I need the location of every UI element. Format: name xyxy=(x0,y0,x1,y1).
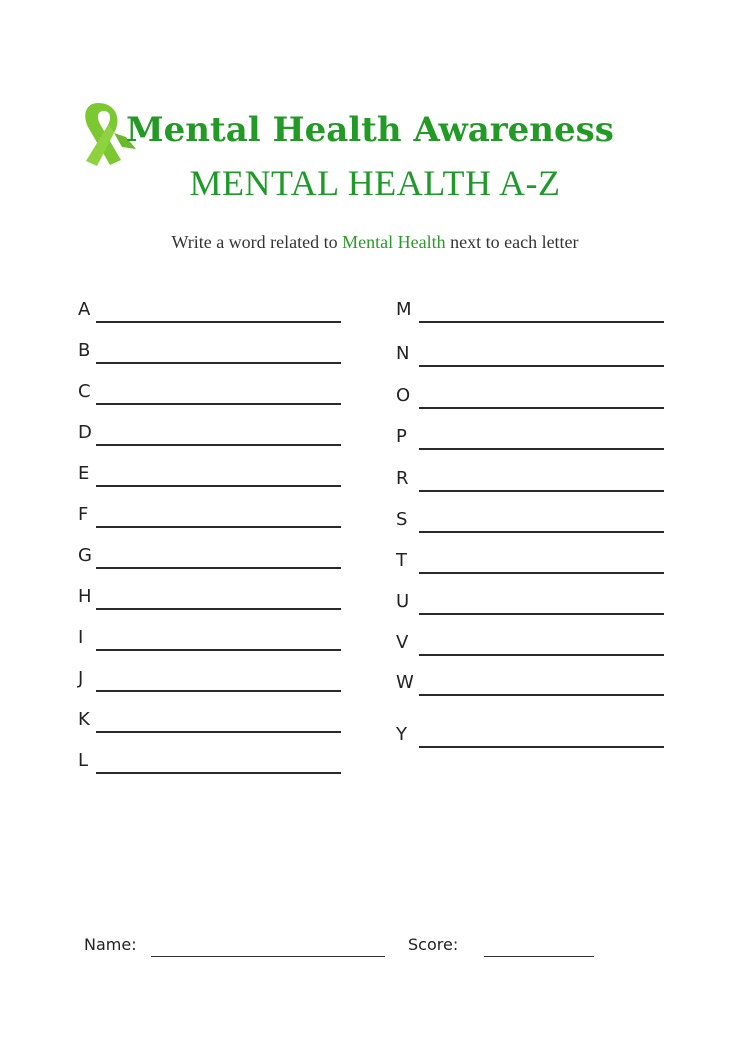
name-label: Name: xyxy=(84,935,137,954)
letter-label: V xyxy=(396,632,409,653)
letter-row xyxy=(78,334,341,364)
page-title: Mental Health Awareness xyxy=(126,110,614,150)
answer-line[interactable] xyxy=(419,490,664,492)
letter-label: D xyxy=(78,422,92,443)
letter-row xyxy=(396,379,664,409)
letter-row xyxy=(78,539,341,569)
letter-label: G xyxy=(78,545,92,566)
answer-line[interactable] xyxy=(96,526,341,528)
letter-row xyxy=(396,462,664,492)
letter-row xyxy=(78,375,341,405)
letter-label: K xyxy=(78,709,90,730)
answer-line[interactable] xyxy=(419,746,664,748)
answer-line[interactable] xyxy=(96,362,341,364)
letter-label: P xyxy=(396,426,407,447)
letter-row xyxy=(78,703,341,733)
letter-label: U xyxy=(396,591,410,612)
instructions xyxy=(0,229,750,255)
letter-label: H xyxy=(78,586,92,607)
letter-row xyxy=(78,621,341,651)
score-label: Score: xyxy=(408,935,459,954)
answer-line[interactable] xyxy=(96,731,341,733)
letter-label: L xyxy=(78,750,89,771)
letter-row xyxy=(78,293,341,323)
letter-label: M xyxy=(396,299,412,320)
answer-line[interactable] xyxy=(419,365,664,367)
letter-label: B xyxy=(78,340,91,361)
letter-row xyxy=(78,416,341,446)
answer-line[interactable] xyxy=(96,690,341,692)
answer-line[interactable] xyxy=(419,531,664,533)
letter-row xyxy=(396,626,664,656)
answer-line[interactable] xyxy=(96,567,341,569)
score-line[interactable] xyxy=(484,956,594,957)
answer-line[interactable] xyxy=(96,772,341,774)
letter-row xyxy=(78,457,341,487)
answer-line[interactable] xyxy=(419,613,664,615)
letter-label: R xyxy=(396,468,409,489)
letter-row xyxy=(78,662,341,692)
letter-label: Y xyxy=(396,724,407,745)
letter-row xyxy=(396,666,664,696)
answer-line[interactable] xyxy=(96,608,341,610)
answer-line[interactable] xyxy=(96,649,341,651)
letter-label: C xyxy=(78,381,91,402)
name-line[interactable] xyxy=(151,956,385,957)
letter-row xyxy=(396,585,664,615)
letter-label: W xyxy=(396,672,414,693)
letter-label: J xyxy=(78,668,84,689)
letter-row xyxy=(78,498,341,528)
instructions-text-end: next to each letter xyxy=(445,232,579,252)
letter-row xyxy=(78,580,341,610)
answer-line[interactable] xyxy=(419,694,664,696)
worksheet-subtitle: MENTAL HEALTH A-Z xyxy=(189,163,561,203)
letter-label: O xyxy=(396,385,411,406)
answer-line[interactable] xyxy=(419,572,664,574)
answer-line[interactable] xyxy=(419,448,664,450)
letter-label: E xyxy=(78,463,90,484)
letter-row xyxy=(78,744,341,774)
letter-row xyxy=(396,503,664,533)
answer-line[interactable] xyxy=(419,321,664,323)
instructions-text-start: Write a word related to xyxy=(171,232,343,252)
letter-label: S xyxy=(396,509,408,530)
letter-label: F xyxy=(78,504,89,525)
answer-line[interactable] xyxy=(96,444,341,446)
letter-label: N xyxy=(396,343,410,364)
letter-row xyxy=(396,544,664,574)
letter-row xyxy=(396,718,664,748)
answer-line[interactable] xyxy=(96,485,341,487)
instructions-highlight: Mental Health xyxy=(342,232,446,252)
letter-label: A xyxy=(78,299,91,320)
letter-row xyxy=(396,420,664,450)
answer-line[interactable] xyxy=(419,654,664,656)
letter-row xyxy=(396,293,664,323)
letter-label: I xyxy=(78,627,84,648)
answer-line[interactable] xyxy=(96,321,341,323)
letter-row xyxy=(396,337,664,367)
letter-label: T xyxy=(396,550,407,571)
answer-line[interactable] xyxy=(419,407,664,409)
answer-line[interactable] xyxy=(96,403,341,405)
